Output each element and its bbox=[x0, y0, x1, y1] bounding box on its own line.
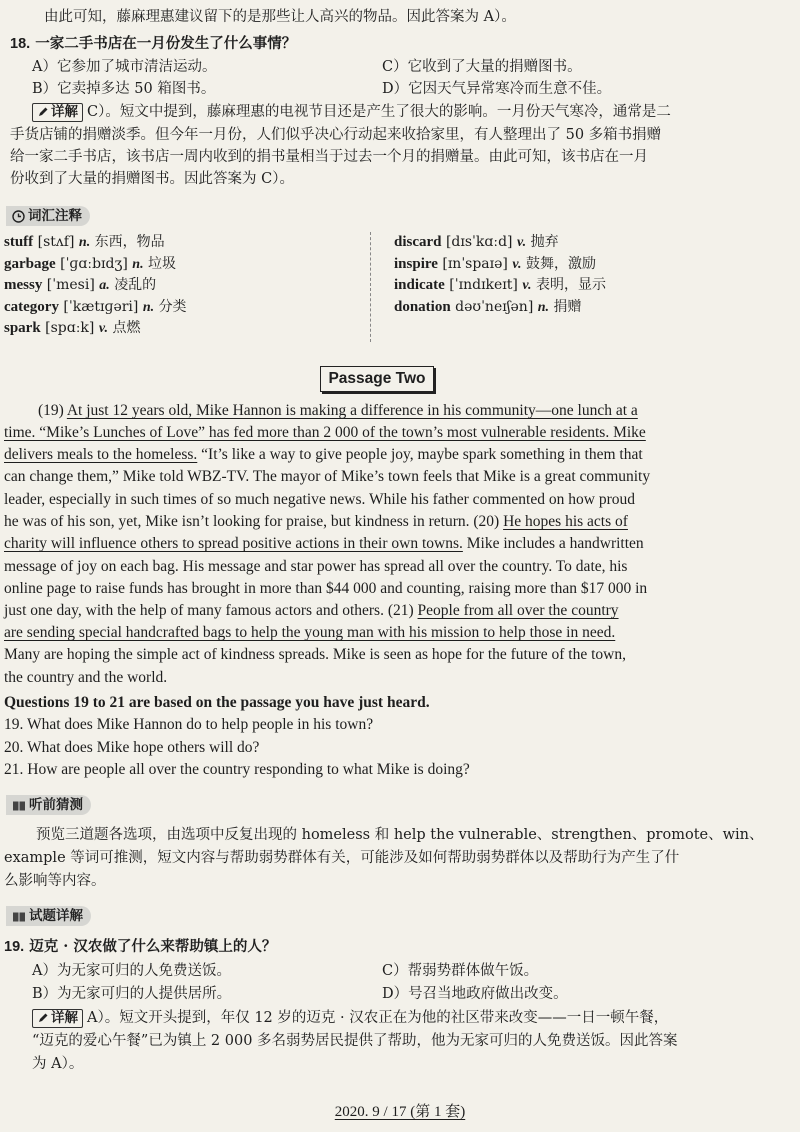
question-19-stem bbox=[4, 936, 276, 958]
option-c: C）帮弱势群体做午饭。 bbox=[382, 963, 539, 979]
predict-heading-label: 听前猜测 bbox=[29, 797, 83, 813]
vocab-meaning: 表明，显示 bbox=[535, 277, 606, 294]
option-d: D）号召当地政府做出改变。 bbox=[382, 986, 568, 1002]
vocab-entry bbox=[4, 232, 165, 254]
question-item: 19. What does Mike Hannon do to help people in his town? bbox=[4, 716, 374, 733]
vocab-pos: n. bbox=[132, 256, 144, 272]
vocab-ipa: [spɑːk] bbox=[45, 320, 95, 337]
pencil-icon bbox=[37, 1012, 49, 1024]
explanation-line: 手货店铺的捐赠淡季。但今年一月份，人们似乎决心行动起来收拾家里，有人整理出了 50 多箱书捐赠 bbox=[10, 127, 662, 143]
vocab-word: garbage bbox=[4, 255, 56, 272]
detail-heading bbox=[6, 906, 91, 926]
passage-text: Mike includes a handwritten bbox=[462, 535, 644, 552]
vocab-ipa: [ˈɪndɪkeɪt] bbox=[449, 277, 518, 294]
detail-heading-label: 试题详解 bbox=[29, 908, 83, 924]
book-icon bbox=[12, 911, 26, 923]
underlined-answer-cue: are sending special handcrafted bags to help the young man with his mission to help those in need. bbox=[4, 624, 616, 641]
passage-line bbox=[38, 400, 638, 422]
tag-label: 详解 bbox=[51, 1010, 78, 1026]
vocab-entry bbox=[394, 297, 581, 319]
underlined-answer-cue: delivers meals to the homeless. bbox=[4, 446, 198, 463]
vocab-meaning: 分类 bbox=[158, 298, 187, 315]
vocab-word: donation bbox=[394, 298, 451, 315]
passage-text: he was of his son, yet, Mike isn’t looking for praise, but kindness in return. (20) bbox=[4, 513, 504, 530]
vocab-pos: n. bbox=[142, 299, 155, 315]
vocab-entry bbox=[4, 254, 176, 276]
vocab-pos: v. bbox=[522, 278, 532, 294]
explanation-line: “迈克的爱心午餐”已为镇上 2 000 多名弱势居民提供了帮助，他为无家可归的人免费送饭。因此答案 bbox=[32, 1033, 678, 1049]
vocab-ipa: [dɪsˈkɑːd] bbox=[445, 234, 513, 250]
vocab-pos: a. bbox=[99, 278, 110, 294]
vocab-heading-label: 词汇注释 bbox=[28, 208, 82, 224]
question-item: 20. What does Mike hope others will do? bbox=[4, 738, 260, 756]
passage-text: just one day, with the help of many famous actors and others. (21) bbox=[4, 602, 418, 619]
predict-line: 预览三道题各选项，由选项中反复出现的 homeless 和 help the vulnerable、strengthen、promote、win、 bbox=[36, 827, 764, 843]
predict-heading bbox=[6, 795, 91, 815]
option-b: B）它卖掉多达 50 箱图书。 bbox=[32, 81, 216, 97]
vocab-word: category bbox=[4, 298, 59, 315]
vocab-entry bbox=[4, 297, 187, 319]
passage-line bbox=[4, 533, 644, 555]
passage-line bbox=[4, 600, 619, 622]
explanation-text: C）。短文中提到，藤麻理惠的电视节目还是产生了很大的影响。一月份天气寒冷，通常是二 bbox=[87, 104, 671, 120]
vocab-pos: v. bbox=[516, 235, 527, 250]
passage-line bbox=[4, 422, 646, 444]
explanation-line bbox=[32, 1007, 668, 1029]
passage-line bbox=[4, 644, 626, 666]
predict-line: 么影响等内容。 bbox=[4, 873, 106, 889]
option-a: A）它参加了城市清洁运动。 bbox=[32, 59, 217, 75]
passage-line bbox=[4, 667, 167, 689]
vocab-divider bbox=[370, 232, 371, 342]
vocab-word: stuff bbox=[4, 234, 34, 250]
vocab-ipa: dəʊˈneɪʃən] bbox=[455, 298, 534, 315]
underlined-answer-cue: time. “Mike’s Lunches of Love” has fed more than 2 000 of the town’s most vulnerable residents. Mike bbox=[4, 424, 646, 441]
underlined-answer-cue: At just 12 years old, Mike Hannon is making a difference in his community—one lunch at a bbox=[66, 402, 638, 419]
detail-tag bbox=[32, 1009, 83, 1028]
vocab-pos: v. bbox=[512, 256, 522, 272]
vocab-entry bbox=[394, 232, 559, 254]
vocab-ipa: [ˈkætɪɡəri] bbox=[63, 298, 139, 315]
vocab-word: indicate bbox=[394, 277, 445, 294]
option-c: C）它收到了大量的捐赠图书。 bbox=[382, 59, 582, 75]
vocab-meaning: 捐赠 bbox=[553, 298, 582, 315]
vocab-word: discard bbox=[394, 234, 442, 250]
passage-text: can change them,” Mike told WBZ-TV. The mayor of Mike’s town feels that Mike is a great community bbox=[4, 468, 651, 485]
question-number: 18. bbox=[10, 36, 31, 52]
question-item: 21. How are people all over the country responding to what Mike is doing? bbox=[4, 761, 470, 778]
answer-note-line: 由此可知，藤麻理惠建议留下的是那些让人高兴的物品。因此答案为 A）。 bbox=[44, 9, 516, 25]
vocab-word: inspire bbox=[394, 255, 438, 272]
option-d: D）它因天气异常寒冷而生意不佳。 bbox=[382, 81, 612, 97]
option-b: B）为无家可归的人提供居所。 bbox=[32, 986, 232, 1002]
explanation-text: A）。短文开头提到，年仅 12 岁的迈克 · 汉农正在为他的社区带来改变——一日一顿午餐， bbox=[87, 1010, 669, 1026]
vocab-entry bbox=[4, 318, 140, 340]
pencil-icon bbox=[37, 106, 49, 118]
vocab-entry bbox=[394, 275, 606, 297]
vocab-pos: n. bbox=[78, 235, 91, 250]
question-number: 19. bbox=[4, 939, 25, 955]
passage-line bbox=[4, 556, 627, 578]
passage-text: (19) bbox=[38, 402, 67, 419]
passage-line bbox=[4, 489, 635, 511]
question-18-stem bbox=[10, 33, 296, 55]
vocab-meaning: 点燃 bbox=[112, 320, 141, 337]
vocab-heading bbox=[6, 206, 90, 226]
passage-text: message of joy on each bag. His message and star power has spread all over the country. To date, his bbox=[4, 558, 628, 575]
vocab-meaning: 东西，物品 bbox=[94, 234, 165, 250]
explanation-line: 给一家二手书店，该书店一周内收到的捐书量相当于过去一个月的捐赠量。由此可知，该书店在一月 bbox=[10, 149, 648, 165]
detail-tag bbox=[32, 103, 83, 122]
vocab-meaning: 垃圾 bbox=[148, 255, 177, 272]
explanation-line: 份收到了大量的捐赠图书。因此答案为 C）。 bbox=[10, 171, 294, 187]
passage-text: leader, especially in such times of so much negative news. While his father commented on how proud bbox=[4, 491, 635, 508]
passage-text: the country and the world. bbox=[4, 669, 168, 686]
explanation-line bbox=[32, 101, 671, 123]
clock-icon bbox=[12, 210, 25, 223]
passage-line bbox=[4, 511, 628, 533]
vocab-meaning: 鼓舞，激励 bbox=[526, 255, 596, 272]
tag-label: 详解 bbox=[51, 104, 78, 120]
underlined-answer-cue: charity will influence others to spread positive actions in their own towns. bbox=[4, 535, 463, 552]
vocab-ipa: [ɪnˈspaɪə] bbox=[442, 255, 508, 272]
vocab-ipa: [stʌf] bbox=[37, 234, 75, 250]
passage-line bbox=[4, 444, 643, 466]
vocab-ipa: [ˈmesi] bbox=[46, 277, 95, 294]
passage-text: “It’s like a way to give people joy, maybe spark something in them that bbox=[197, 446, 643, 463]
passage-line bbox=[4, 466, 650, 488]
passage-text: Many are hoping the simple act of kindness spreads. Mike is seen as hope for the future of the town, bbox=[4, 646, 626, 663]
option-a: A）为无家可归的人免费送饭。 bbox=[32, 963, 231, 979]
passage-line bbox=[4, 622, 615, 644]
underlined-answer-cue: He hopes his acts of bbox=[503, 513, 628, 530]
vocab-word: messy bbox=[4, 277, 43, 294]
vocab-meaning: 凌乱的 bbox=[114, 277, 157, 294]
vocab-entry bbox=[394, 254, 596, 276]
vocab-pos: v. bbox=[98, 321, 109, 337]
vocab-ipa: [ˈɡɑːbɪdʒ] bbox=[60, 255, 128, 272]
vocab-meaning: 抛弃 bbox=[530, 234, 559, 250]
vocab-word: spark bbox=[4, 320, 41, 337]
footer-label: 2020. 9 / 17 (第 1 套) bbox=[334, 1104, 466, 1120]
vocab-pos: n. bbox=[537, 299, 550, 315]
vocab-entry bbox=[4, 275, 156, 297]
underlined-answer-cue: People from all over the country bbox=[417, 602, 619, 619]
predict-line: example 等词可推测，短文内容与帮助弱势群体有关，可能涉及如何帮助弱势群体以及帮助行为产生了什 bbox=[4, 850, 680, 866]
passage-line bbox=[4, 578, 647, 600]
passage-title: Passage Two bbox=[320, 366, 434, 392]
question-stem: 一家二手书店在一月份发生了什么事情？ bbox=[35, 35, 297, 52]
passage-text: online page to raise funds has brought in more than $44 000 and counting, raising more than $17 000 in bbox=[4, 580, 648, 597]
explanation-line: 为 A）。 bbox=[32, 1056, 84, 1072]
question-stem: 迈克 · 汉农做了什么来帮助镇上的人？ bbox=[29, 938, 277, 955]
page-footer bbox=[0, 1100, 800, 1121]
book-icon bbox=[12, 800, 26, 812]
questions-heading: Questions 19 to 21 are based on the passage you have just heard. bbox=[4, 694, 430, 711]
